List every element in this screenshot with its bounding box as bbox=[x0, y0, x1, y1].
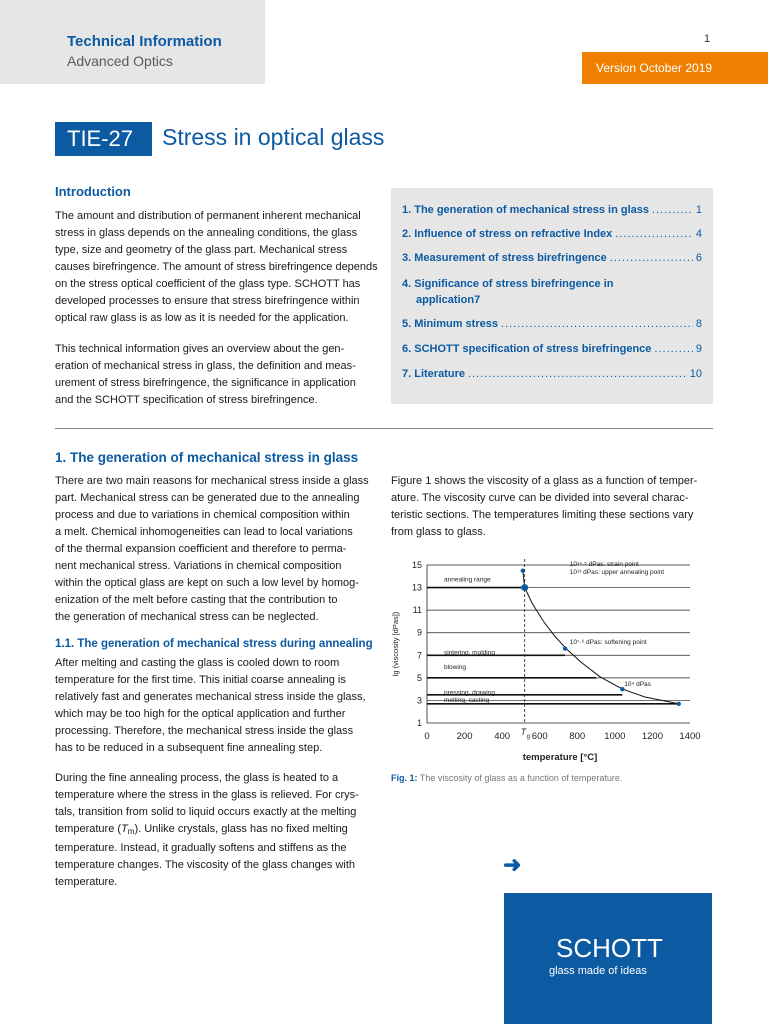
x-tick-label: 1200 bbox=[641, 731, 663, 742]
section-1-paragraph-2: After melting and casting the glass is cooled down to room temperature for the first time. This initial coarse annealing is relatively fast and generates mechanical stress inside the glass, which may be too high for the optical application and further processing. Therefore, the mechanical stress inside the glass has to be reduced in a subsequent fine annealing step. bbox=[55, 657, 366, 754]
section-1-paragraph-3: During the fine annealing process, the glass is heated to a temperature where the stress in the glass is relieved. For crys- tals, transition from solid to liquid occurs exactly at the melting temperature $(T_m)$. Unlike crystals, glass has no fixed melting temperature. Instead, it gradually softens and stiffens as the temperature changes. The viscosity of the glass changes with temperature. bbox=[55, 772, 359, 888]
y-tick-label: 11 bbox=[412, 605, 422, 616]
section-1-paragraph-1: There are two main reasons for mechanical stress inside a glass part. Mechanical stress can be generated due to the annealing process and due to variations in chemical composition within a melt. Chemical inhomogeneities can lead to local variations of the thermal expansion coefficient and therefore to perma- nent mechanical stress. Variations in chemical composition within the optical glass are kept on such a low level by homog- enization of the melt before casting that the contribution to the generation of mechanical stress can be neglected. bbox=[55, 475, 369, 623]
data-point bbox=[521, 584, 528, 591]
region-label: sintering, molding bbox=[444, 649, 495, 657]
y-tick-label: 13 bbox=[411, 582, 422, 593]
x-tick-label: 1000 bbox=[604, 731, 626, 742]
region-label: melting, casting bbox=[444, 696, 490, 704]
x-tick-label: 200 bbox=[456, 731, 473, 742]
x-tick-label: 600 bbox=[531, 731, 548, 742]
document-title: Stress in optical glass bbox=[162, 124, 385, 150]
y-tick-label: 7 bbox=[416, 650, 422, 661]
intro-paragraph-2: This technical information gives an overview about the gen- eration of mechanical stress in glass, the definition and meas- urement of stress birefringence, the significance in application and the SCHOTT specification of stress birefringence. bbox=[55, 343, 356, 406]
region-label: annealing range bbox=[444, 576, 491, 584]
x-tick-label: 1400 bbox=[679, 731, 701, 742]
y-tick-label: 9 bbox=[416, 627, 422, 638]
intro-paragraph-1: The amount and distribution of permanent inherent mechanical stress in glass depends on the annealing conditions, the glass type, size and geometry of the glass part. Mechanical stress causes birefringence. The amount of stress birefringence depends on the stress optical coefficient of the glass type. SCHOTT has developed processes to ensure that stress birefringence within optical raw glass is as low as it is needed for the application. bbox=[55, 210, 378, 324]
figure-caption: Fig. 1: The viscosity of glass as a function of temperature. bbox=[391, 773, 623, 783]
y-tick-label: 5 bbox=[416, 672, 422, 683]
header-subtitle: Advanced Optics bbox=[67, 53, 173, 69]
logo-wordmark: SCHOTT bbox=[556, 933, 663, 963]
y-tick-label: 1 bbox=[416, 718, 422, 728]
header-title: Technical Information bbox=[67, 33, 222, 50]
chart-annotation: 10¹³ dPas: upper annealing point bbox=[569, 569, 665, 577]
data-point bbox=[677, 702, 681, 706]
region-label: pressing, drawing bbox=[444, 689, 495, 697]
table-of-contents bbox=[391, 188, 713, 404]
chart-annotation: 10⁴ dPas bbox=[624, 680, 651, 688]
toc-item-5[interactable]: 5. Minimum stress ..... 8 bbox=[402, 316, 702, 332]
toc-item-7[interactable]: 7. Literature ..... 10 bbox=[402, 366, 702, 382]
region-label: blowing bbox=[444, 664, 467, 672]
page-number: 1 bbox=[704, 33, 711, 45]
next-page-arrow-icon[interactable]: ➜ bbox=[503, 852, 522, 877]
data-point bbox=[521, 568, 525, 572]
data-point bbox=[563, 646, 567, 650]
chart-annotation: 10¹⁴·⁵ dPas: strain point bbox=[569, 561, 639, 569]
toc-item-4[interactable]: 4. Significance of stress birefringence in application 7 bbox=[402, 278, 614, 306]
viscosity-curve bbox=[523, 571, 679, 704]
schott-logo bbox=[504, 893, 712, 1024]
logo-tagline: glass made of ideas bbox=[549, 965, 647, 977]
x-axis-label: temperature [°C] bbox=[522, 752, 598, 763]
toc-item-2[interactable]: 2. Influence of stress on refractive Index ..... 4 bbox=[402, 226, 702, 242]
tg-subscript: g bbox=[526, 734, 531, 740]
x-tick-label: 400 bbox=[494, 731, 511, 742]
intro-heading: Introduction bbox=[55, 184, 131, 199]
document-id-badge: TIE-27 bbox=[55, 122, 152, 156]
viscosity-chart-svg bbox=[385, 555, 715, 770]
toc-item-6[interactable]: 6. SCHOTT specification of stress birefringence ..... 9 bbox=[402, 341, 702, 357]
viscosity-chart bbox=[385, 555, 715, 770]
y-tick-label: 3 bbox=[416, 695, 422, 706]
y-axis-label: lg (viscosity [dPas]) bbox=[391, 611, 400, 677]
x-tick-label: 800 bbox=[569, 731, 586, 742]
chart-annotation: 10⁷·⁶ dPas: softening point bbox=[569, 639, 647, 646]
section-divider bbox=[55, 428, 713, 429]
section-1-heading: 1. The generation of mechanical stress in glass bbox=[55, 450, 359, 465]
x-tick-label: 0 bbox=[424, 731, 430, 742]
y-tick-label: 15 bbox=[411, 560, 422, 570]
version-badge: Version October 2019 bbox=[582, 52, 768, 84]
toc-item-1[interactable]: 1. The generation of mechanical stress in glass ..... 1 bbox=[402, 202, 702, 218]
toc-item-3[interactable]: 3. Measurement of stress birefringence ..... 6 bbox=[402, 250, 702, 266]
figure-intro-paragraph: Figure 1 shows the viscosity of a glass as a function of temper- ature. The viscosity curve can be divided into several charac- teristic sections. The temperatures limiting these sections vary from glass to glass. bbox=[391, 475, 698, 538]
subsection-1-1-heading: 1.1. The generation of mechanical stress during annealing bbox=[55, 638, 373, 650]
tg-label: T bbox=[520, 727, 527, 737]
